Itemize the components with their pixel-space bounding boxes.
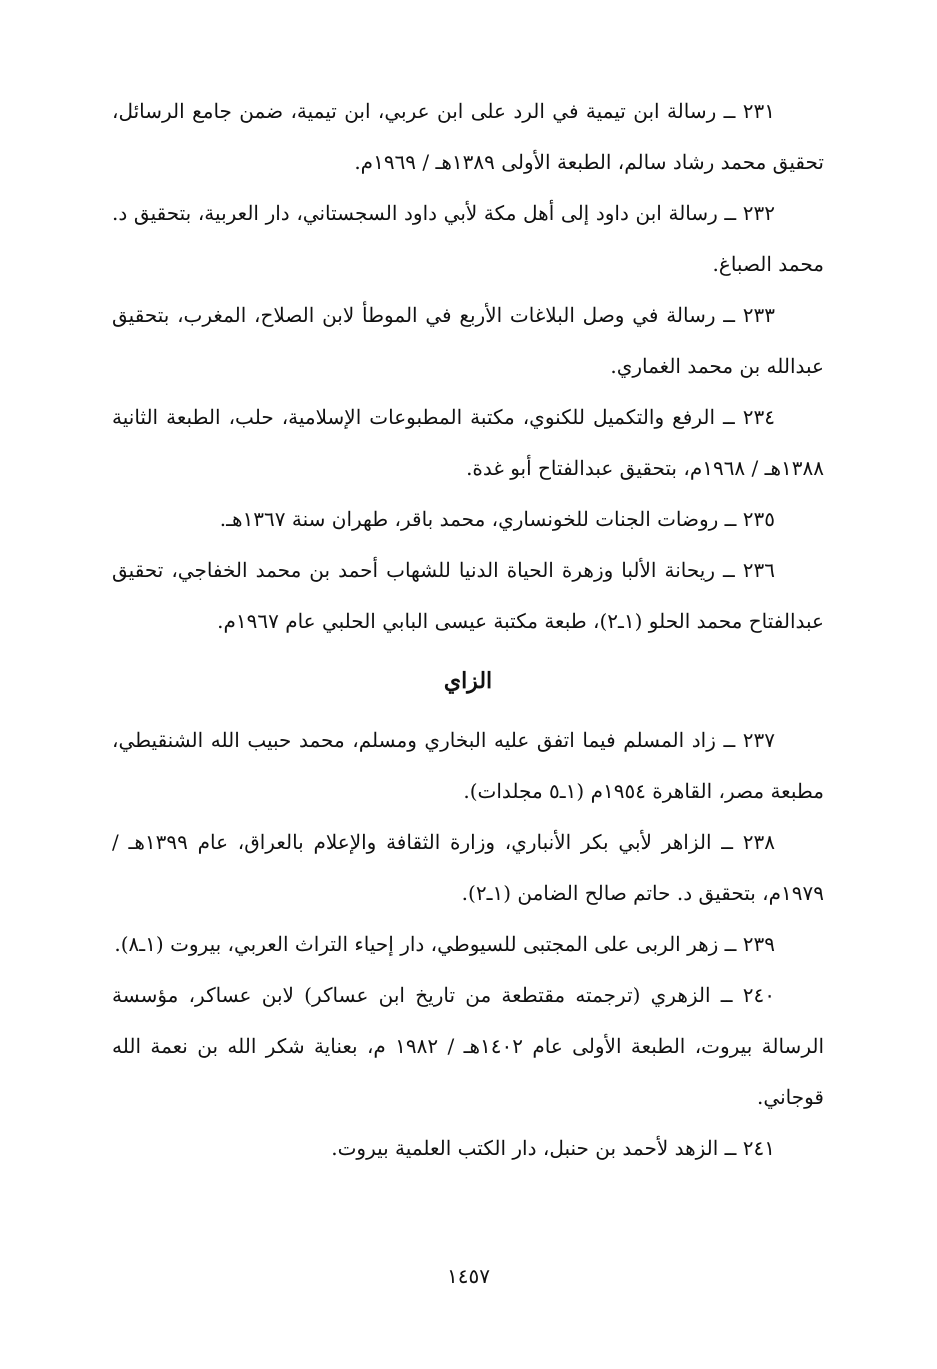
bibliography-entry-240: ٢٤٠ ــ الزهري (ترجمته مقتطعة من تاريخ ابن عساكر) لابن عساكر، مؤسسة الرسالة بيروت، الطبعة الأولى عام ١٤٠٢هـ / ١٩٨٢ م، بعناية شكر الله بن نعمة الله قوجاني.: [112, 983, 825, 1109]
bibliography-entry-231: ٢٣١ ــ رسالة ابن تيمية في الرد على ابن عربي، ابن تيمية، ضمن جامع الرسائل، تحقيق محمد رشاد سالم، الطبعة الأولى ١٣٨٩هـ / ١٩٦٩م.: [112, 99, 824, 174]
section-heading: الزاي: [443, 668, 493, 694]
bibliography-entry-237: ٢٣٧ ــ زاد المسلم فيما اتفق عليه البخاري ومسلم، محمد حبيب الله الشنقيطي، مطبعة مصر، القاهرة ١٩٥٤م (١ـ٥ مجلدات).: [112, 728, 824, 803]
bibliography-entry-239: ٢٣٩ ــ زهر الربى على المجتبى للسيوطي، دار إحياء التراث العربي، بيروت (١ـ٨).: [114, 932, 775, 956]
page-number: ١٤٥٧: [447, 1264, 490, 1288]
bibliography-entry-233: ٢٣٣ ــ رسالة في وصل البلاغات الأربع في الموطأ لابن الصلاح، المغرب، بتحقيق عبدالله بن محمد الغماري.: [112, 303, 824, 378]
bibliography-entry-234: ٢٣٤ ــ الرفع والتكميل للكنوي، مكتبة المطبوعات الإسلامية، حلب، الطبعة الثانية ١٣٨٨هـ / ١٩٦٨م، بتحقيق عبدالفتاح أبو غدة.: [112, 405, 824, 480]
bibliography-entry-241: ٢٤١ ــ الزهد لأحمد بن حنبل، دار الكتب العلمية بيروت.: [331, 1136, 775, 1160]
bibliography-entry-232: ٢٣٢ ــ رسالة ابن داود إلى أهل مكة لأبي داود السجستاني، دار العربية، بتحقيق د. محمد الصباغ.: [112, 201, 824, 276]
bibliography-entry-236: ٢٣٦ ــ ريحانة الألبا وزهرة الحياة الدنيا للشهاب أحمد بن محمد الخفاجي، تحقيق عبدالفتاح محمد الحلو (١ـ٢)، طبعة مكتبة عيسى البابي الحلبي عام ١٩٦٧م.: [112, 558, 824, 633]
bibliography-list: [112, 86, 824, 1174]
bibliography-entry-235: ٢٣٥ ــ روضات الجنات للخونساري، محمد باقر، طهران سنة ١٣٦٧هـ.: [219, 507, 775, 531]
bibliography-entry-238: ٢٣٨ ــ الزاهر لأبي بكر الأنباري، وزارة الثقافة والإعلام بالعراق، عام ١٣٩٩هـ / ١٩٧٩م، بتحقيق د. حاتم صالح الضامن (١ـ٢).: [112, 830, 824, 905]
